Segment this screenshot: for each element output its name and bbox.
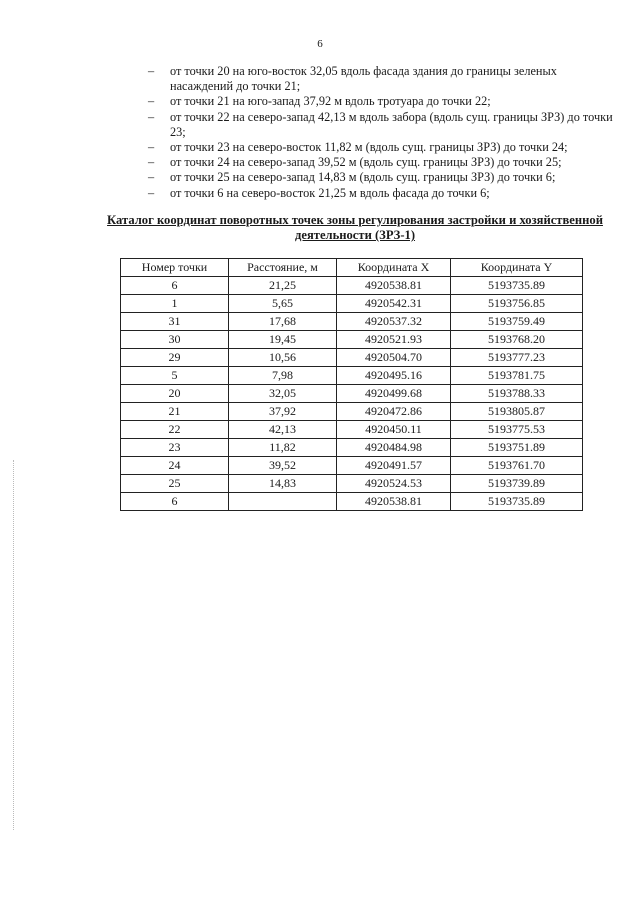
cell-coord-x: 4920499.68 [337,385,451,403]
cell-coord-y: 5193775.53 [451,421,583,439]
cell-distance: 39,52 [229,457,337,475]
cell-distance: 32,05 [229,385,337,403]
list-item [148,94,618,109]
cell-point-number: 31 [121,313,229,331]
cell-coord-y: 5193805.87 [451,403,583,421]
cell-coord-y: 5193768.20 [451,331,583,349]
list-item-text: от точки 23 на северо-восток 11,82 м (вдоль сущ. границы ЗРЗ) до точки 24; [170,140,568,155]
table-body [121,277,583,511]
cell-coord-y: 5193788.33 [451,385,583,403]
table-header-row [121,259,583,277]
page-number: 6 [317,38,323,50]
cell-coord-x: 4920484.98 [337,439,451,457]
cell-distance: 5,65 [229,295,337,313]
table-row [121,493,583,511]
list-item [148,110,618,140]
cell-coord-x: 4920542.31 [337,295,451,313]
table-row [121,421,583,439]
cell-coord-y: 5193777.23 [451,349,583,367]
cell-coord-x: 4920504.70 [337,349,451,367]
table-row [121,457,583,475]
cell-distance: 37,92 [229,403,337,421]
cell-point-number: 6 [121,493,229,511]
table-caption: Каталог координат поворотных точек зоны регулирования застройки и хозяйственной деятельности (ЗРЗ-1) [107,213,603,242]
table-row [121,295,583,313]
cell-point-number: 25 [121,475,229,493]
cell-distance: 7,98 [229,367,337,385]
table-row [121,349,583,367]
table-row [121,367,583,385]
cell-point-number: 21 [121,403,229,421]
list-item-text: от точки 20 на юго-восток 32,05 вдоль фасада здания до границы зеленых насаждений до точки 21; [170,64,557,94]
cell-point-number: 22 [121,421,229,439]
table-row [121,475,583,493]
cell-coord-x: 4920491.57 [337,457,451,475]
list-item [148,186,618,201]
cell-distance: 21,25 [229,277,337,295]
cell-coord-x: 4920472.86 [337,403,451,421]
cell-coord-y: 5193759.49 [451,313,583,331]
cell-coord-y: 5193756.85 [451,295,583,313]
cell-distance: 10,56 [229,349,337,367]
header-distance: Расстояние, м [229,259,337,277]
list-item-text: от точки 24 на северо-запад 39,52 м (вдоль сущ. границы ЗРЗ) до точки 25; [170,155,562,170]
bullet-marker: – [148,155,155,170]
boundary-description-list [148,64,618,201]
bullet-marker: – [148,140,155,155]
cell-coord-y: 5193735.89 [451,277,583,295]
header-coord-x: Координата X [337,259,451,277]
cell-point-number: 30 [121,331,229,349]
cell-coord-x: 4920495.16 [337,367,451,385]
cell-coord-y: 5193781.75 [451,367,583,385]
cell-point-number: 20 [121,385,229,403]
bullet-marker: – [148,94,155,109]
cell-point-number: 29 [121,349,229,367]
table-row [121,385,583,403]
cell-point-number: 23 [121,439,229,457]
cell-coord-x: 4920521.93 [337,331,451,349]
cell-distance: 42,13 [229,421,337,439]
cell-point-number: 1 [121,295,229,313]
cell-coord-x: 4920537.32 [337,313,451,331]
list-item-text: от точки 6 на северо-восток 21,25 м вдоль фасада до точки 6; [170,185,490,200]
cell-coord-y: 5193761.70 [451,457,583,475]
cell-distance [229,493,337,511]
cell-point-number: 24 [121,457,229,475]
list-item [148,170,618,185]
cell-coord-y: 5193751.89 [451,439,583,457]
cell-coord-x: 4920524.53 [337,475,451,493]
bullet-marker: – [148,109,155,124]
cell-distance: 17,68 [229,313,337,331]
bullet-marker: – [148,64,155,78]
cell-coord-y: 5193735.89 [451,493,583,511]
cell-distance: 11,82 [229,439,337,457]
cell-point-number: 6 [121,277,229,295]
table-row [121,331,583,349]
list-item-text: от точки 21 на юго-запад 37,92 м вдоль тротуара до точки 22; [170,94,491,109]
cell-point-number: 5 [121,367,229,385]
table-row [121,277,583,295]
header-point-number: Номер точки [121,259,229,277]
cell-coord-y: 5193739.89 [451,475,583,493]
cell-coord-x: 4920538.81 [337,277,451,295]
list-item [148,64,618,94]
margin-scan-marks [13,460,15,830]
list-item-text: от точки 25 на северо-запад 14,83 м (вдоль сущ. границы ЗРЗ) до точки 6; [170,170,556,185]
list-item [148,155,618,170]
table-row [121,403,583,421]
table-row [121,313,583,331]
header-coord-y: Координата Y [451,259,583,277]
bullet-marker: – [148,170,155,185]
cell-distance: 14,83 [229,475,337,493]
cell-coord-x: 4920450.11 [337,421,451,439]
coordinates-table [120,258,583,511]
list-item-text: от точки 22 на северо-запад 42,13 м вдоль забора (вдоль сущ. границы ЗРЗ) до точки 23; [170,109,613,139]
cell-coord-x: 4920538.81 [337,493,451,511]
cell-distance: 19,45 [229,331,337,349]
list-item [148,140,618,155]
bullet-marker: – [148,185,155,200]
table-row [121,439,583,457]
